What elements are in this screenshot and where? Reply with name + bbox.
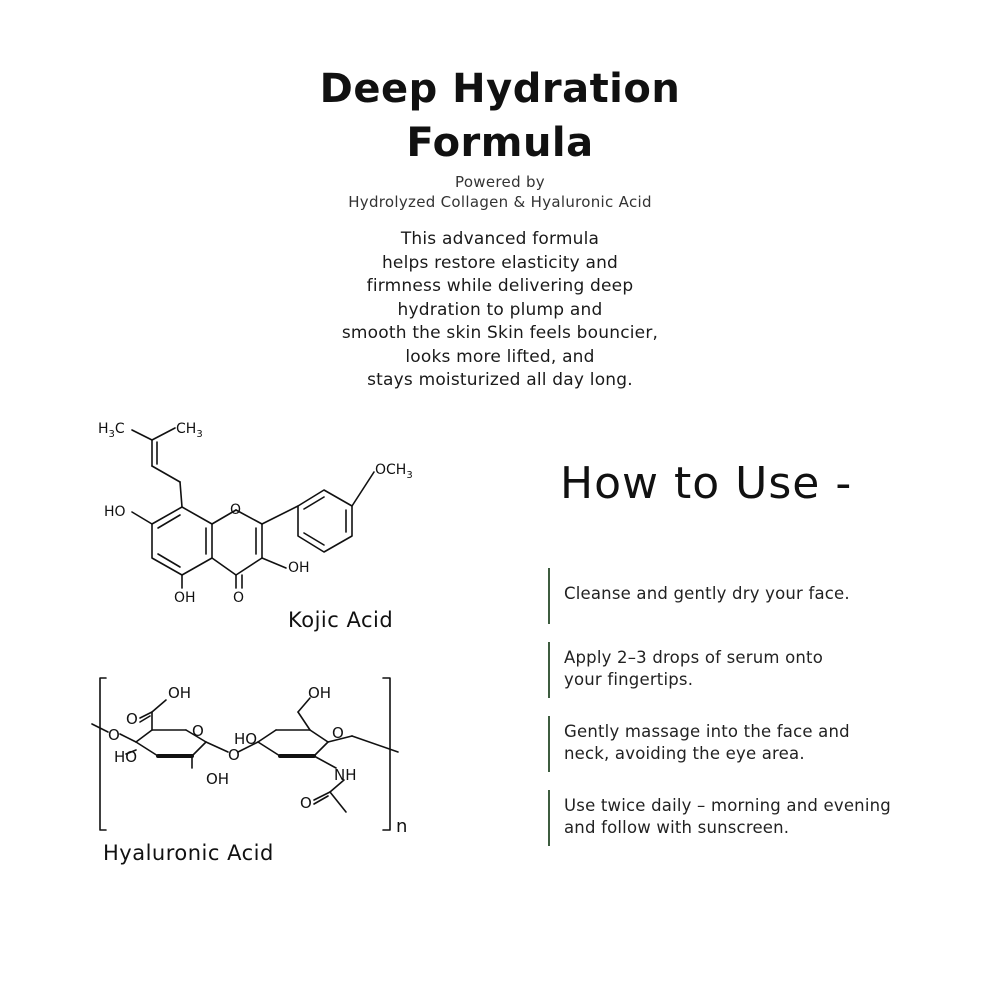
- atom-label: $H_3C$: [98, 421, 125, 440]
- atom-label: O: [126, 710, 138, 728]
- product-description: [0, 228, 1000, 393]
- step-text-line: Apply 2–3 drops of serum onto: [564, 648, 823, 667]
- step-text-line: neck, avoiding the eye area.: [564, 744, 805, 763]
- atom-label: O: [233, 590, 245, 606]
- atom-label: HO: [114, 748, 138, 766]
- atom-label: O: [108, 726, 120, 744]
- step-text-line: Gently massage into the face and: [564, 722, 850, 741]
- step-text-line: your fingertips.: [564, 670, 694, 689]
- usage-step-2: [548, 642, 948, 698]
- description-line: firmness while delivering deep: [366, 276, 634, 296]
- kojic-acid-label: Kojic Acid: [288, 608, 394, 632]
- atom-label: HO: [104, 504, 126, 520]
- atom-label: $CH_3$: [176, 421, 203, 440]
- atom-label: NH: [334, 766, 357, 784]
- atom-label: $OCH_3$: [375, 462, 413, 481]
- page-title-line-2: Formula: [406, 120, 594, 166]
- subtitle-line-1: Powered by: [455, 173, 545, 191]
- atom-label: O: [332, 724, 344, 742]
- usage-step-4: [548, 790, 948, 846]
- atom-label: OH: [174, 590, 196, 606]
- description-line: looks more lifted, and: [405, 346, 595, 367]
- description-line: helps restore elasticity and: [381, 252, 619, 273]
- hyaluronic-acid-structure: [88, 672, 418, 837]
- atom-label: O: [300, 794, 312, 812]
- step-text-line: Use twice daily – morning and evening: [564, 796, 891, 815]
- subtitle-line-2: Hydrolyzed Collagen & Hyaluronic Acid: [348, 193, 652, 211]
- atom-label: OH: [288, 560, 310, 576]
- usage-step-1: [548, 568, 948, 624]
- step-text-line: and follow with sunscreen.: [564, 818, 790, 837]
- description-line: This advanced formula: [400, 229, 600, 249]
- atom-label: OH: [168, 684, 192, 702]
- atom-label: O: [228, 746, 240, 764]
- atom-label: HO: [234, 730, 258, 748]
- page-title: [0, 62, 1000, 170]
- how-to-use-heading: How to Use -: [560, 458, 853, 509]
- usage-step-3: [548, 716, 948, 772]
- atom-label: OH: [308, 684, 332, 702]
- hyaluronic-acid-label: Hyaluronic Acid: [103, 841, 274, 865]
- atom-label: O: [192, 722, 204, 740]
- description-line: stays moisturized all day long.: [367, 370, 633, 390]
- repeat-unit-n: n: [396, 816, 408, 837]
- description-line: smooth the skin Skin feels bouncier,: [341, 323, 659, 343]
- page-title-line-1: Deep Hydration: [319, 66, 681, 112]
- atom-label: O: [230, 502, 242, 518]
- atom-label: OH: [206, 770, 230, 788]
- description-line: hydration to plump and: [397, 299, 603, 320]
- step-text-line: Cleanse and gently dry your face.: [564, 584, 850, 603]
- subtitle: [0, 172, 1000, 212]
- kojic-acid-structure: [90, 410, 430, 610]
